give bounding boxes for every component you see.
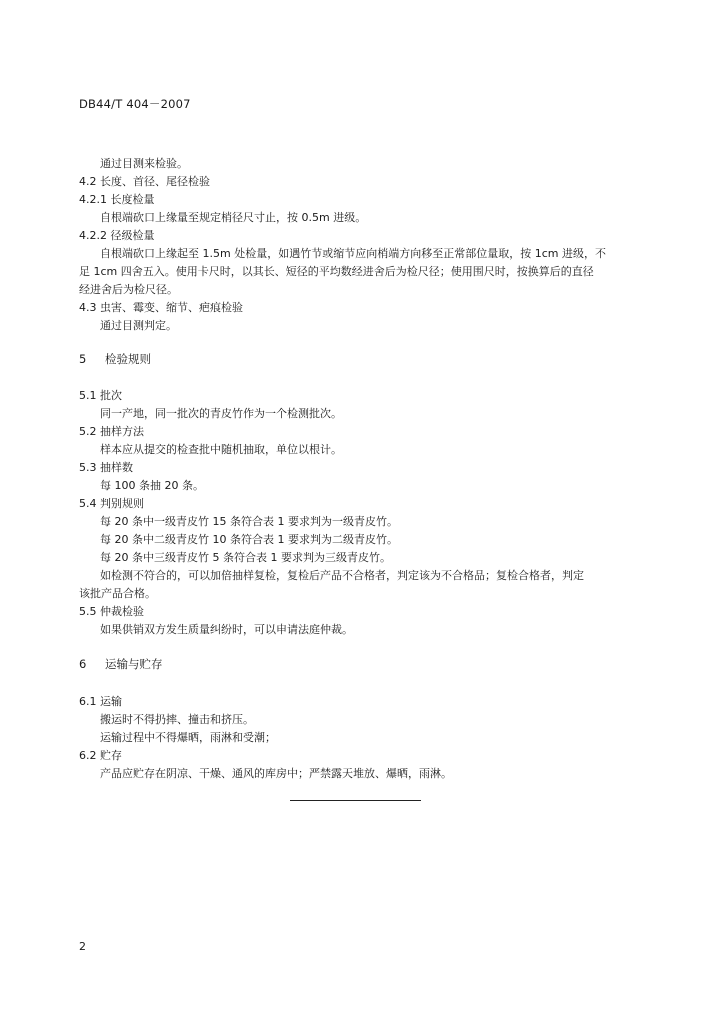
text-line: 经进舍后为检尺径。 [79,283,178,296]
text-line: 每 100 条抽 20 条。 [100,479,204,492]
text-line: 运输过程中不得爆晒，雨淋和受潮； [100,731,276,744]
text-line: 产品应贮存在阴凉、干燥、通风的库房中；严禁露天堆放、爆晒，雨淋。 [100,767,452,780]
clause-heading: 6.2 贮存 [79,749,122,762]
page-number: 2 [79,940,86,953]
section-title: 检验规则 [105,352,151,366]
clause-heading: 6.1 运输 [79,695,122,708]
text-line: 自根端砍口上缘量至规定梢径尺寸止，按 0.5m 进级。 [100,211,367,224]
text-line: 该批产品合格。 [79,587,156,600]
text-line: 如检测不符合的，可以加倍抽样复检，复检后产品不合格者，判定该为不合格品；复检合格者，判定 [100,569,584,582]
clause-heading: 5.3 抽样数 [79,461,133,474]
clause-heading: 5.5 仲裁检验 [79,605,144,618]
text-line: 同一产地，同一批次的青皮竹作为一个检测批次。 [100,407,342,420]
text-line: 搬运时不得扔摔、撞击和挤压。 [100,713,254,726]
text-line: 每 20 条中三级青皮竹 5 条符合表 1 要求判为三级青皮竹。 [100,551,391,564]
section-heading [79,352,151,367]
section-heading [79,657,163,672]
text-line: 足 1cm 四舍五入。使用卡尺时，以其长、短径的平均数经进舍后为检尺径；使用围尺时，按换算后的直径 [79,265,594,278]
clause-heading: 5.4 判别规则 [79,497,144,510]
section-title: 运输与贮存 [105,657,163,671]
section-number: 6 [79,657,87,671]
section-number: 5 [79,352,87,366]
text-line: 样本应从提交的检查批中随机抽取，单位以根计。 [100,443,342,456]
clause-heading: 5.2 抽样方法 [79,425,144,438]
clause-heading: 5.1 批次 [79,389,122,402]
clause-heading: 4.3 虫害、霉变、缩节、疤痕检验 [79,301,243,314]
text-line: 自根端砍口上缘起至 1.5m 处检量，如遇竹节或缩节应向梢端方向移至正常部位量取，按 1cm 进级，不 [100,247,606,260]
text-line: 每 20 条中一级青皮竹 15 条符合表 1 要求判为一级青皮竹。 [100,515,398,528]
text-line: 通过目测判定。 [100,319,177,332]
text-line: 每 20 条中二级青皮竹 10 条符合表 1 要求判为二级青皮竹。 [100,533,398,546]
end-rule [290,800,421,801]
text-line: 通过目测来检验。 [100,157,188,170]
clause-heading: 4.2.1 长度检量 [79,193,155,206]
standard-code: DB44/T 404－2007 [79,97,191,111]
text-line: 如果供销双方发生质量纠纷时，可以申请法庭仲裁。 [100,623,353,636]
clause-heading: 4.2 长度、首径、尾径检验 [79,175,210,188]
clause-heading: 4.2.2 径级检量 [79,229,155,242]
